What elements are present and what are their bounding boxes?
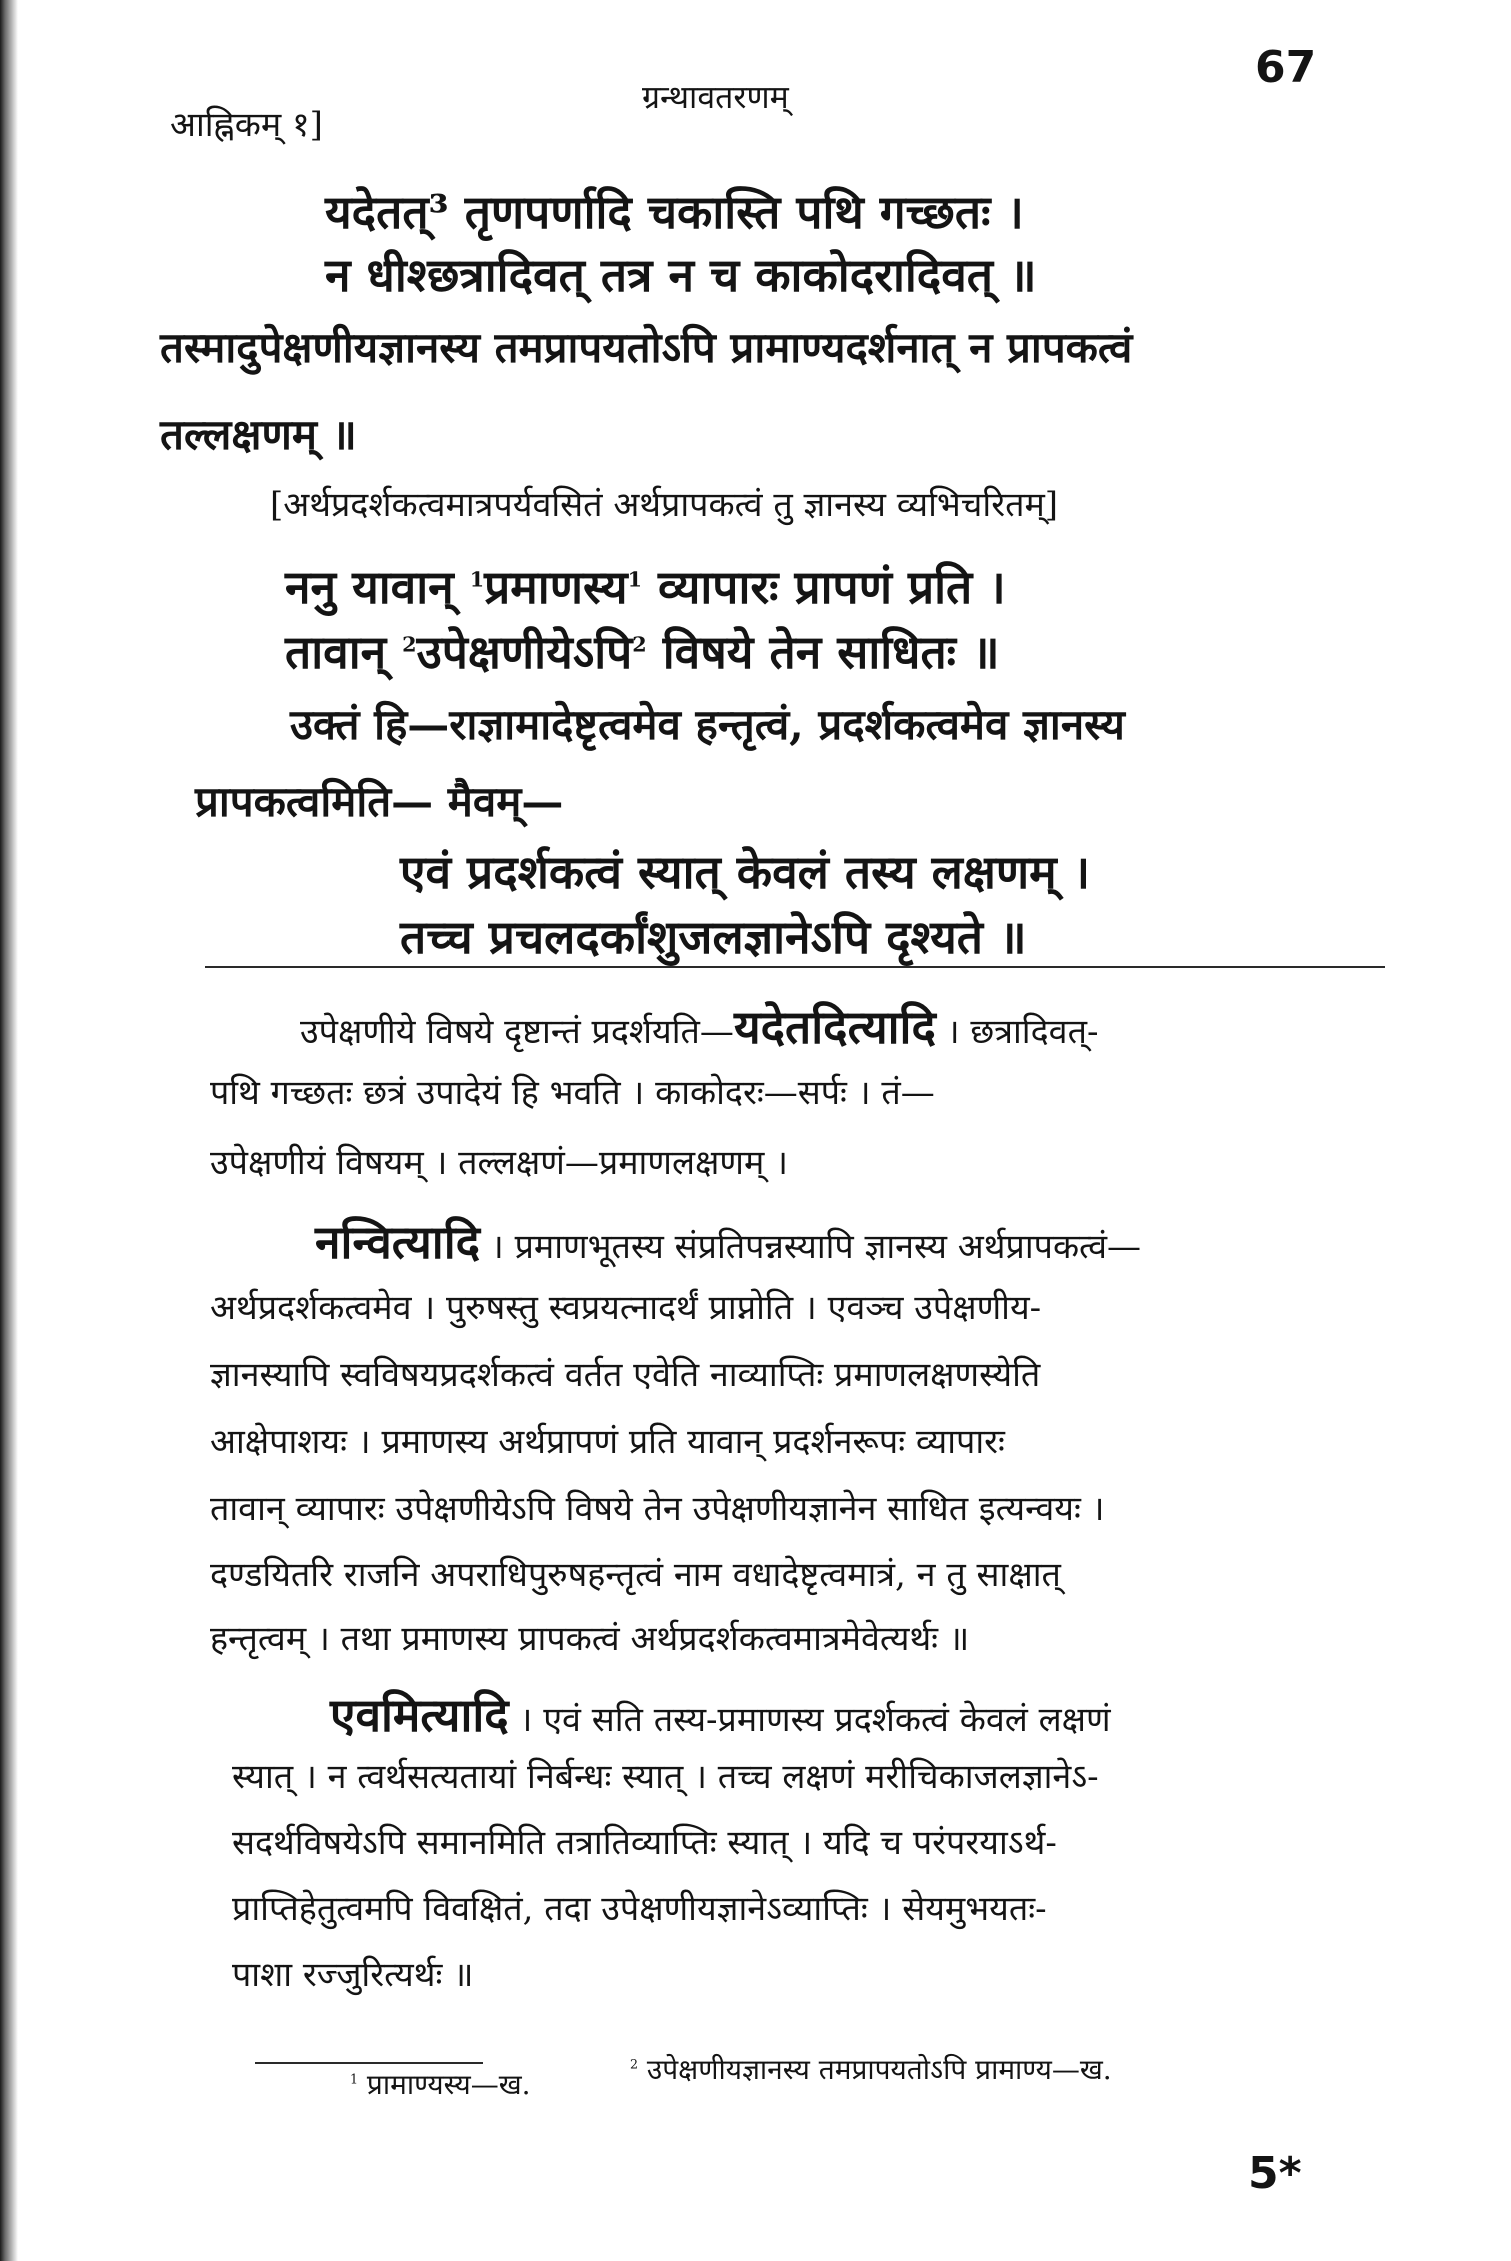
commentary-line: दण्डयितरि राजनि अपराधिपुरुषहन्तृत्वं नाम वधादेष्टृत्वमात्रं, न तु साक्षात्: [210, 1555, 1061, 1595]
prose-line: उक्तं हि—राज्ञामादेष्टृत्वमेव हन्तृत्वं, प्रदर्शकत्वमेव ज्ञानस्य: [290, 700, 1125, 749]
footnote-text: उपेक्षणीयज्ञानस्य तमप्रापयतोऽपि प्रामाण्य—ख.: [646, 2053, 1112, 2086]
commentary-line: तावान् व्यापारः उपेक्षणीयेऽपि विषये तेन उपेक्षणीयज्ञानेन साधित इत्यन्वयः ।: [210, 1489, 1105, 1529]
page-number: 67: [1255, 42, 1317, 93]
prose-line: तल्लक्षणम् ॥: [160, 410, 357, 459]
signature-mark: 5*: [1248, 2148, 1302, 2199]
commentary-text: । छत्रादिवत्-: [946, 1012, 1099, 1052]
verse-line: तच्च प्रचलदर्कांशुजलज्ञानेऽपि दृश्यते ॥: [400, 910, 1027, 964]
verse-text: व्यापारः प्रापणं प्रति ।: [657, 560, 1006, 614]
verse-text: उपेक्षणीयेऽपि: [416, 625, 633, 679]
running-head-left: आह्निकम् १]: [170, 105, 323, 145]
footnote-marker: 2: [402, 632, 417, 657]
commentary-line: सदर्थविषयेऽपि समानमिति तत्रातिव्याप्तिः स्यात् । यदि च परंपरयाऽर्थ-: [232, 1823, 1057, 1863]
section-subheading: [अर्थप्रदर्शकत्वमात्रपर्यवसितं अर्थप्रापकत्वं तु ज्ञानस्य व्यभिचरितम्]: [270, 485, 1059, 525]
running-head-title: ग्रन्थावतरणम्: [642, 78, 789, 116]
commentary-text: । प्रमाणभूतस्य संप्रतिपन्नस्यापि ज्ञानस्य अर्थप्रापकत्वं—: [490, 1227, 1141, 1267]
commentary-line: प्राप्तिहेतुत्वमपि विवक्षितं, तदा उपेक्षणीयज्ञानेऽव्याप्तिः । सेयमुभयतः-: [232, 1889, 1047, 1929]
footnote-rule: [255, 2062, 483, 2064]
verse-line: यदेतत्³ तृणपर्णादि चकास्ति पथि गच्छतः ।: [325, 185, 1024, 239]
commentary-lemma: यदेतदित्यादि: [733, 1000, 936, 1054]
commentary-line: पाशा रज्जुरित्यर्थः ॥: [232, 1955, 474, 1995]
verse-text: प्रमाणस्य: [484, 560, 628, 614]
footnote-marker: 2: [632, 632, 647, 657]
commentary-line: [330, 1683, 1111, 1745]
prose-line: तस्मादुपेक्षणीयज्ञानस्य तमप्रापयतोऽपि प्रामाण्यदर्शनात् न प्रापकत्वं: [160, 323, 1133, 372]
commentary-line: पथि गच्छतः छत्रं उपादेयं हि भवति । काकोदरः—सर्पः । तं—: [210, 1073, 935, 1113]
verse-text: तावान्: [285, 625, 387, 679]
footnote-number: 2: [630, 2056, 639, 2072]
footnote-text: प्रामाण्यस्य—ख.: [366, 2068, 531, 2101]
verse-text: ननु यावान्: [285, 560, 454, 614]
commentary-line: [300, 995, 1098, 1057]
verse-line: [285, 555, 1006, 617]
footnote-marker: 1: [627, 567, 642, 592]
commentary-line: हन्तृत्वम् । तथा प्रमाणस्य प्रापकत्वं अर्थप्रदर्शकत्वमात्रमेवेत्यर्थः ॥: [210, 1619, 970, 1659]
section-divider: [205, 966, 1385, 968]
commentary-text: । एवं सति तस्य-प्रमाणस्य प्रदर्शकत्वं केवलं लक्षणं: [519, 1700, 1111, 1740]
verse-line: एवं प्रदर्शकत्वं स्यात् केवलं तस्य लक्षणम् ।: [400, 845, 1091, 899]
commentary-text: उपेक्षणीये विषये दृष्टान्तं प्रदर्शयति—: [300, 1012, 734, 1052]
footnote: [630, 2050, 1112, 2088]
footnote: [350, 2065, 531, 2103]
commentary-line: अर्थप्रदर्शकत्वमेव । पुरुषस्तु स्वप्रयत्नादर्थं प्राप्नोति । एवञ्च उपेक्षणीय-: [210, 1288, 1042, 1328]
verse-text: विषये तेन साधितः ॥: [662, 625, 1000, 679]
page-scan-edge: [0, 0, 18, 2261]
commentary-line: [315, 1210, 1141, 1272]
commentary-line: ज्ञानस्यापि स्वविषयप्रदर्शकत्वं वर्तत एवेति नाव्याप्तिः प्रमाणलक्षणस्येति: [210, 1355, 1041, 1395]
verse-line: [285, 620, 1000, 682]
commentary-line: उपेक्षणीयं विषयम् । तल्लक्षणं—प्रमाणलक्षणम् ।: [210, 1143, 788, 1183]
verse-line: न धीश्छत्रादिवत् तत्र न च काकोदरादिवत् ॥: [325, 248, 1037, 302]
commentary-lemma: नन्वित्यादि: [315, 1215, 481, 1269]
prose-line: प्रापकत्वमिति— मैवम्—: [195, 777, 564, 826]
footnote-marker: 1: [469, 567, 485, 592]
commentary-line: स्यात् । न त्वर्थसत्यतायां निर्बन्धः स्यात् । तच्च लक्षणं मरीचिकाजलज्ञानेऽ-: [232, 1757, 1099, 1797]
commentary-line: आक्षेपाशयः । प्रमाणस्य अर्थप्रापणं प्रति यावान् प्रदर्शनरूपः व्यापारः: [210, 1422, 1005, 1462]
footnote-number: 1: [350, 2071, 359, 2087]
commentary-lemma: एवमित्यादि: [330, 1688, 509, 1742]
